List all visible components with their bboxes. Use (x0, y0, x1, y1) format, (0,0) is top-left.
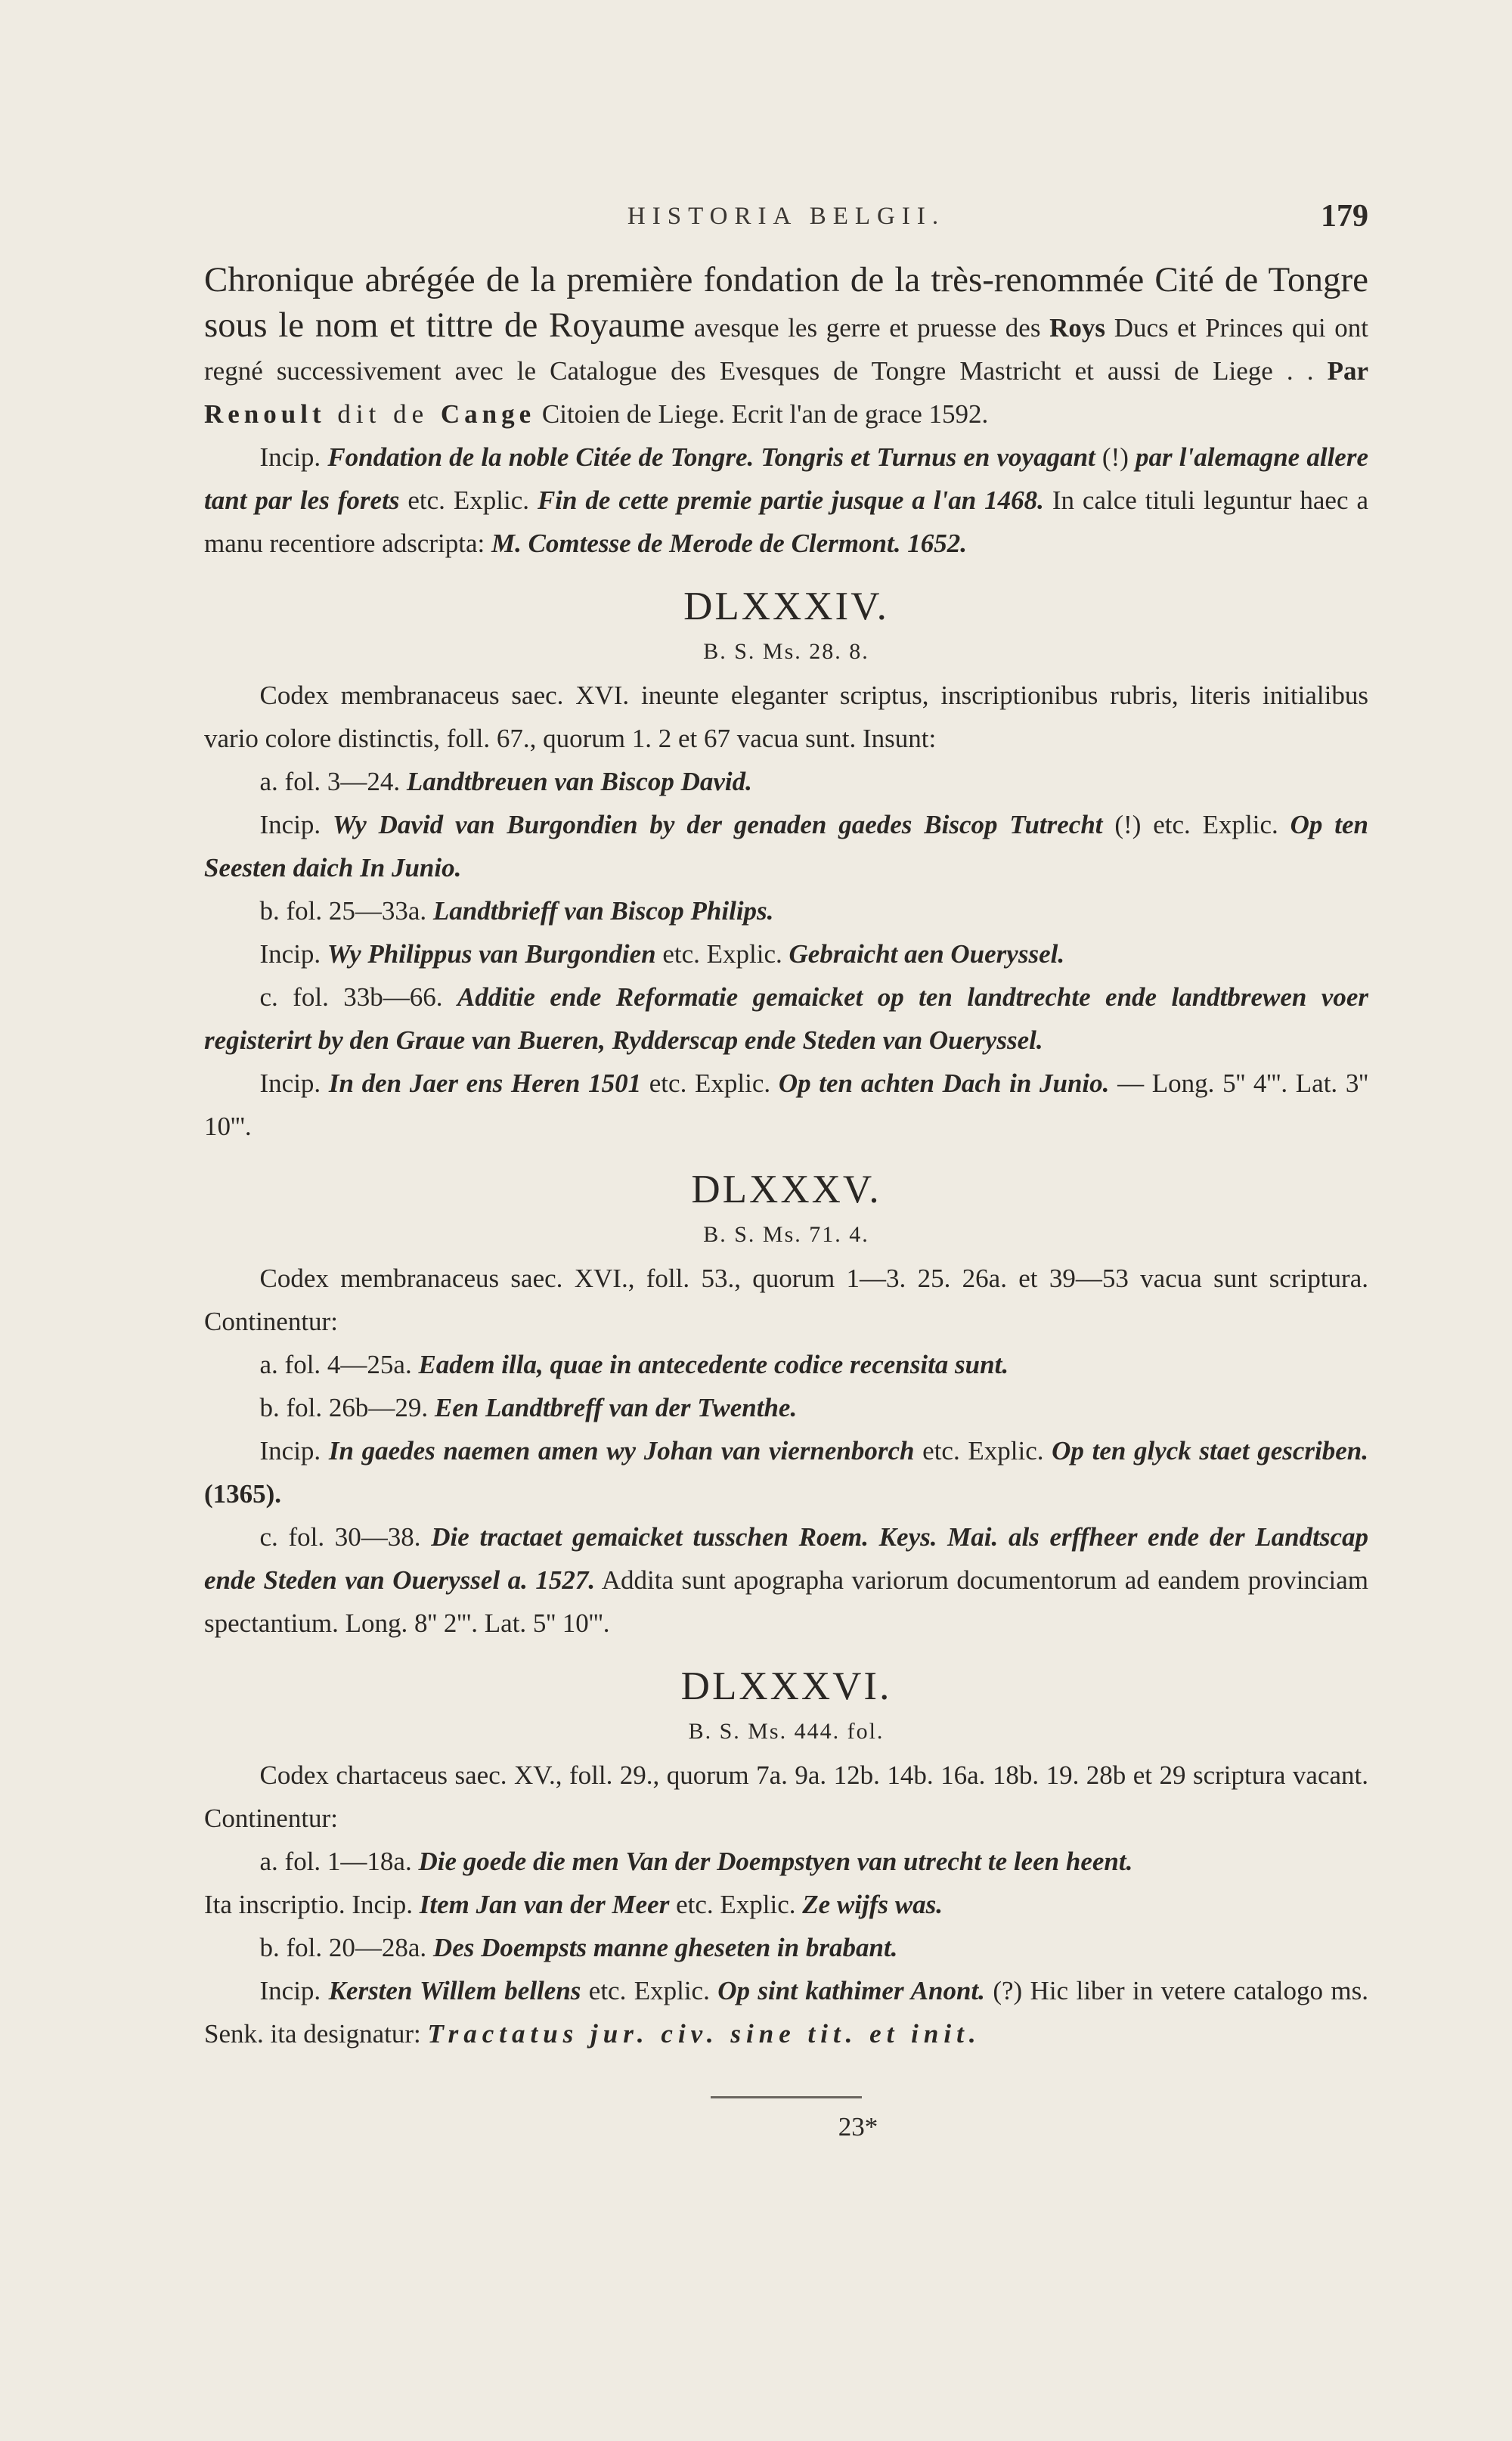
codex-description: Codex membranaceus saec. XVI., foll. 53., quorum 1—3. 25. 26a. et 39—53 vacua sunt scriptura. Continentur: (204, 1264, 1368, 1336)
item-label: a. fol. 4—25a. (259, 1350, 419, 1379)
author-name: Renoult (204, 399, 326, 429)
label-text: Incip. (259, 1069, 329, 1098)
shelfmark: B. S. Ms. 444. fol. (688, 1719, 885, 1744)
author-name: Cange (440, 399, 536, 429)
label-text: Ita inscriptio. Incip. (204, 1890, 420, 1919)
item-title: Landtbrieff van Biscop Philips. (432, 896, 774, 926)
quote-text: Kersten Willem bellens (328, 1976, 581, 2005)
intro-text: Roys (1049, 313, 1106, 343)
quote-text: Item Jan van der Meer (419, 1890, 670, 1919)
intro-lead: Chronique abrégée de la première fondation de la très-renommée Cité de Tongre sous le nom et tittre de Royaume (204, 260, 1368, 345)
item-note: Addita sunt apographa variorum documentorum ad eandem provinciam spectantium. Long. 8'' 2'''. Lat. 5'' 10'''. (204, 1565, 1368, 1638)
running-header (204, 198, 1368, 243)
intro-text: dit de (325, 399, 441, 429)
content-item (204, 1926, 1368, 1969)
quote-text: Op ten Seesten daich In Junio. (204, 810, 1369, 882)
quote-text: par l'alemagne allere tant par les forets (204, 442, 1368, 515)
incipit-paragraph (204, 803, 1368, 889)
item-label: b. fol. 20—28a. (259, 1933, 433, 1962)
content-item (204, 1343, 1368, 1386)
quote-text: Op sint kathimer Anont. (717, 1976, 985, 2005)
item-title: Des Doempsts manne gheseten in brabant. (432, 1933, 898, 1962)
codex-description: Codex chartaceus saec. XV., foll. 29., quorum 7a. 9a. 12b. 14b. 16a. 18b. 19. 28b et 29 scriptura vacant. Continentur: (204, 1760, 1368, 1833)
incipit-paragraph (204, 1969, 1368, 2055)
item-title: Een Landtbreff van der Twenthe. (434, 1393, 798, 1422)
quote-text: Fin de cette premie partie jusque a l'an 1468. (537, 485, 1044, 515)
content-item (204, 1840, 1368, 1883)
quote-text: Wy Philippus van Burgondien (327, 939, 656, 969)
item-label: b. fol. 25—33a. (259, 896, 433, 926)
item-label: b. fol. 26b—29. (259, 1393, 435, 1422)
item-title: Die goede die men Van der Doempstyen van utrecht te leen heent. (418, 1847, 1133, 1876)
content-item (204, 1515, 1368, 1645)
label-text: etc. Explic. (914, 1436, 1052, 1466)
content-item (204, 975, 1368, 1062)
text-block (204, 259, 1368, 2142)
quote-text: Gebraicht aen Oueryssel. (789, 939, 1065, 969)
dimensions-text: — Long. 5'' 4'''. Lat. 3'' 10'''. (204, 1069, 1368, 1141)
intro-text: Par (1327, 356, 1368, 386)
incipit-paragraph (204, 1883, 1368, 1926)
quote-text: Wy David van Burgondien by der genaden gaedes Biscop Tutrecht (333, 810, 1103, 839)
content-item (204, 889, 1368, 932)
quote-text: Fondation de la noble Citée de Tongre. Tongris et Turnus en voyagant (327, 442, 1095, 472)
label-text: Incip. (259, 1436, 329, 1466)
quote-text: Ze wijfs was. (802, 1890, 943, 1919)
intro-text: Ducs et Princes qui ont regné successivement avec le Catalogue des Evesques de Tongre Mastricht et aussi de Liege . . (204, 313, 1368, 386)
quote-text: Op ten achten Dach in Junio. (778, 1069, 1110, 1098)
signature-mark: 23* (838, 2112, 878, 2142)
item-title: Additie ende Reformatie gemaicket op ten landtrechte ende landtbrewen voer registerirt by den Graue van Bueren, Rydderscap ende Steden van Oueryssel. (204, 982, 1368, 1055)
label-text: etc. Explic. (581, 1976, 718, 2005)
label-text: (?) Hic liber in vetere catalogo ms. Senk. ita designatur: (204, 1976, 1369, 2049)
shelfmark: B. S. Ms. 71. 4. (703, 1222, 869, 1247)
label-text: Incip. (259, 1976, 329, 2005)
running-title: HISTORIA BELGII. (627, 203, 946, 230)
footer-rule (711, 2096, 862, 2098)
item-title: Eadem illa, quae in antecedente codice recensita sunt. (418, 1350, 1009, 1379)
codex-heading: DLXXXIV. (683, 585, 889, 628)
item-label: a. fol. 3—24. (259, 767, 407, 796)
quote-text: M. Comtesse de Merode de Clermont. 1652. (491, 529, 967, 558)
content-item (204, 1386, 1368, 1429)
label-text: (!) etc. Explic. (1102, 810, 1290, 839)
label-text: (!) (1095, 442, 1136, 472)
label-text: etc. Explic. (669, 1890, 803, 1919)
quote-text: In den Jaer ens Heren 1501 (328, 1069, 642, 1098)
label-text: Incip. (259, 939, 327, 969)
intro-title-paragraph (204, 259, 1368, 436)
shelfmark: B. S. Ms. 28. 8. (703, 639, 869, 664)
codex-heading: DLXXXVI. (680, 1664, 892, 1708)
incipit-paragraph (204, 1062, 1368, 1148)
label-text: etc. Explic. (399, 485, 538, 515)
intro-text: Citoien de Liege. Ecrit l'an de grace 1592. (535, 399, 989, 429)
label-text: Incip. (259, 442, 328, 472)
quote-text: In gaedes naemen amen wy Johan van viernenborch (328, 1436, 915, 1466)
date-text: (1365). (204, 1479, 282, 1509)
intro-text: avesque les gerre et pruesse des (685, 313, 1050, 343)
incipit-paragraph (204, 932, 1368, 975)
page-number: 179 (1321, 199, 1368, 234)
label-text: etc. Explic. (641, 1069, 779, 1098)
label-text: etc. Explic. (655, 939, 789, 969)
codex-heading: DLXXXV. (691, 1168, 881, 1211)
incipit-paragraph (204, 1429, 1368, 1515)
quote-text: Op ten glyck staet gescriben. (1052, 1436, 1368, 1466)
label-text: In calce tituli leguntur haec a manu recentiore adscripta: (204, 485, 1368, 558)
content-item (204, 760, 1368, 803)
label-text: Incip. (259, 810, 333, 839)
intro-incipit-paragraph (204, 436, 1368, 565)
item-label: c. fol. 30—38. (259, 1522, 432, 1552)
item-title: Die tractaet gemaicket tusschen Roem. Keys. Mai. als erffheer ende der Landtscap ende Steden van Oueryssel a. 1527. (204, 1522, 1368, 1595)
codex-description: Codex membranaceus saec. XVI. ineunte eleganter scriptus, inscriptionibus rubris, literis initialibus vario colore distinctis, foll. 67., quorum 1. 2 et 67 vacua sunt. Insunt: (204, 681, 1368, 753)
item-label: c. fol. 33b—66. (259, 982, 457, 1012)
quote-text: Tractatus jur. civ. sine tit. et init. (427, 2019, 981, 2049)
item-title: Landtbreuen van Biscop David. (406, 767, 752, 796)
item-label: a. fol. 1—18a. (259, 1847, 419, 1876)
